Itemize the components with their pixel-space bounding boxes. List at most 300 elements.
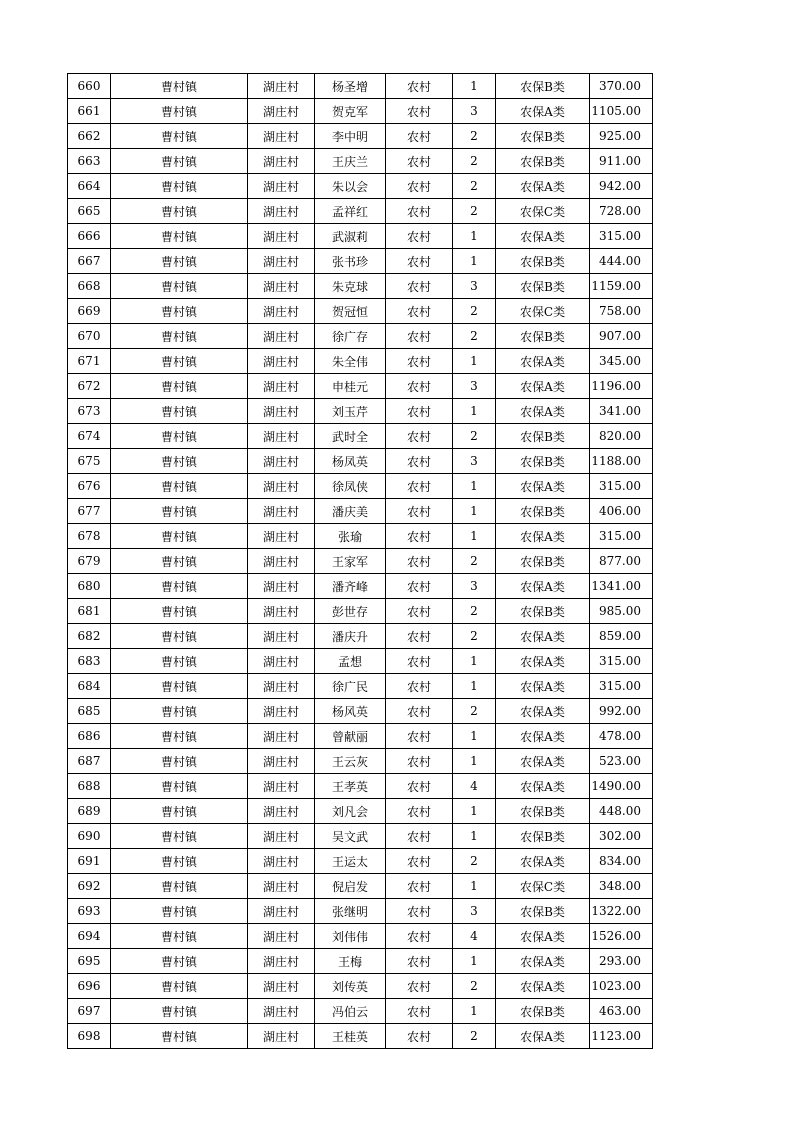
area-type-cell: 农村 [386,449,453,474]
name-cell: 徐广民 [315,674,386,699]
amount-cell: 315.00 [590,649,653,674]
village-cell: 湖庄村 [248,649,315,674]
row-number-cell: 663 [68,149,111,174]
area-type-cell: 农村 [386,199,453,224]
town-cell: 曹村镇 [111,399,248,424]
town-cell: 曹村镇 [111,949,248,974]
table-row [68,174,653,199]
village-cell: 湖庄村 [248,74,315,99]
village-cell: 湖庄村 [248,424,315,449]
table-row [68,824,653,849]
village-cell: 湖庄村 [248,749,315,774]
area-type-cell: 农村 [386,324,453,349]
village-cell: 湖庄村 [248,1024,315,1049]
area-type-cell: 农村 [386,1024,453,1049]
insurance-class-cell: 农保B类 [496,249,590,274]
village-cell: 湖庄村 [248,124,315,149]
name-cell: 王家军 [315,549,386,574]
row-number-cell: 662 [68,124,111,149]
household-count-cell: 1 [453,224,496,249]
table-row [68,374,653,399]
row-number-cell: 695 [68,949,111,974]
name-cell: 贺冠恒 [315,299,386,324]
area-type-cell: 农村 [386,624,453,649]
town-cell: 曹村镇 [111,724,248,749]
table-row [68,974,653,999]
name-cell: 王梅 [315,949,386,974]
table-row [68,149,653,174]
row-number-cell: 687 [68,749,111,774]
village-cell: 湖庄村 [248,449,315,474]
village-cell: 湖庄村 [248,899,315,924]
area-type-cell: 农村 [386,674,453,699]
village-cell: 湖庄村 [248,624,315,649]
household-count-cell: 4 [453,774,496,799]
table-row [68,74,653,99]
area-type-cell: 农村 [386,974,453,999]
household-count-cell: 1 [453,649,496,674]
village-cell: 湖庄村 [248,474,315,499]
insurance-class-cell: 农保B类 [496,74,590,99]
village-cell: 湖庄村 [248,249,315,274]
village-cell: 湖庄村 [248,599,315,624]
town-cell: 曹村镇 [111,849,248,874]
table-row [68,524,653,549]
household-count-cell: 2 [453,174,496,199]
amount-cell: 523.00 [590,749,653,774]
table-row [68,424,653,449]
household-count-cell: 1 [453,724,496,749]
insurance-class-cell: 农保B类 [496,799,590,824]
row-number-cell: 689 [68,799,111,824]
area-type-cell: 农村 [386,649,453,674]
name-cell: 彭世存 [315,599,386,624]
name-cell: 刘伟伟 [315,924,386,949]
town-cell: 曹村镇 [111,499,248,524]
row-number-cell: 671 [68,349,111,374]
household-count-cell: 3 [453,274,496,299]
row-number-cell: 679 [68,549,111,574]
name-cell: 贺克军 [315,99,386,124]
table-row [68,949,653,974]
insurance-class-cell: 农保A类 [496,974,590,999]
area-type-cell: 农村 [386,524,453,549]
town-cell: 曹村镇 [111,299,248,324]
name-cell: 倪启发 [315,874,386,899]
household-count-cell: 3 [453,574,496,599]
area-type-cell: 农村 [386,924,453,949]
town-cell: 曹村镇 [111,199,248,224]
name-cell: 刘传英 [315,974,386,999]
row-number-cell: 667 [68,249,111,274]
area-type-cell: 农村 [386,349,453,374]
row-number-cell: 660 [68,74,111,99]
amount-cell: 315.00 [590,524,653,549]
area-type-cell: 农村 [386,949,453,974]
area-type-cell: 农村 [386,799,453,824]
town-cell: 曹村镇 [111,349,248,374]
row-number-cell: 678 [68,524,111,549]
insurance-class-cell: 农保A类 [496,349,590,374]
row-number-cell: 673 [68,399,111,424]
name-cell: 王桂英 [315,1024,386,1049]
row-number-cell: 685 [68,699,111,724]
name-cell: 杨风英 [315,699,386,724]
area-type-cell: 农村 [386,374,453,399]
village-cell: 湖庄村 [248,299,315,324]
amount-cell: 820.00 [590,424,653,449]
household-count-cell: 1 [453,874,496,899]
row-number-cell: 693 [68,899,111,924]
town-cell: 曹村镇 [111,99,248,124]
household-count-cell: 1 [453,949,496,974]
village-cell: 湖庄村 [248,999,315,1024]
table-row [68,449,653,474]
household-count-cell: 2 [453,149,496,174]
household-count-cell: 1 [453,249,496,274]
table-row [68,599,653,624]
name-cell: 王庆兰 [315,149,386,174]
amount-cell: 1341.00 [590,574,653,599]
amount-cell: 992.00 [590,699,653,724]
household-count-cell: 3 [453,449,496,474]
town-cell: 曹村镇 [111,599,248,624]
name-cell: 孟祥红 [315,199,386,224]
village-cell: 湖庄村 [248,974,315,999]
table-row [68,574,653,599]
name-cell: 张继明 [315,899,386,924]
table-row [68,224,653,249]
area-type-cell: 农村 [386,424,453,449]
row-number-cell: 691 [68,849,111,874]
village-cell: 湖庄村 [248,549,315,574]
row-number-cell: 661 [68,99,111,124]
table-row [68,399,653,424]
amount-cell: 341.00 [590,399,653,424]
town-cell: 曹村镇 [111,274,248,299]
row-number-cell: 688 [68,774,111,799]
town-cell: 曹村镇 [111,449,248,474]
name-cell: 徐凤侠 [315,474,386,499]
insurance-class-cell: 农保A类 [496,649,590,674]
table-row [68,299,653,324]
amount-cell: 293.00 [590,949,653,974]
table-row [68,499,653,524]
row-number-cell: 696 [68,974,111,999]
table-row [68,199,653,224]
table-body [68,74,653,1049]
town-cell: 曹村镇 [111,774,248,799]
insurance-class-cell: 农保B类 [496,324,590,349]
area-type-cell: 农村 [386,174,453,199]
amount-cell: 1526.00 [590,924,653,949]
village-cell: 湖庄村 [248,674,315,699]
row-number-cell: 692 [68,874,111,899]
household-count-cell: 1 [453,674,496,699]
town-cell: 曹村镇 [111,374,248,399]
household-count-cell: 3 [453,899,496,924]
household-count-cell: 3 [453,99,496,124]
insurance-class-cell: 农保A类 [496,749,590,774]
row-number-cell: 665 [68,199,111,224]
household-count-cell: 1 [453,749,496,774]
amount-cell: 1196.00 [590,374,653,399]
town-cell: 曹村镇 [111,74,248,99]
area-type-cell: 农村 [386,249,453,274]
village-cell: 湖庄村 [248,824,315,849]
insurance-class-cell: 农保B类 [496,824,590,849]
amount-cell: 1023.00 [590,974,653,999]
town-cell: 曹村镇 [111,474,248,499]
town-cell: 曹村镇 [111,624,248,649]
household-count-cell: 2 [453,424,496,449]
area-type-cell: 农村 [386,274,453,299]
row-number-cell: 664 [68,174,111,199]
town-cell: 曹村镇 [111,249,248,274]
amount-cell: 1490.00 [590,774,653,799]
village-cell: 湖庄村 [248,99,315,124]
row-number-cell: 684 [68,674,111,699]
amount-cell: 925.00 [590,124,653,149]
amount-cell: 728.00 [590,199,653,224]
row-number-cell: 690 [68,824,111,849]
insurance-class-cell: 农保B类 [496,599,590,624]
row-number-cell: 686 [68,724,111,749]
village-cell: 湖庄村 [248,274,315,299]
table-row [68,899,653,924]
town-cell: 曹村镇 [111,999,248,1024]
row-number-cell: 681 [68,599,111,624]
household-count-cell: 2 [453,299,496,324]
town-cell: 曹村镇 [111,574,248,599]
household-count-cell: 1 [453,999,496,1024]
area-type-cell: 农村 [386,549,453,574]
insurance-class-cell: 农保B类 [496,424,590,449]
town-cell: 曹村镇 [111,899,248,924]
name-cell: 吴文武 [315,824,386,849]
insurance-class-cell: 农保B类 [496,274,590,299]
amount-cell: 942.00 [590,174,653,199]
village-cell: 湖庄村 [248,574,315,599]
area-type-cell: 农村 [386,124,453,149]
area-type-cell: 农村 [386,499,453,524]
name-cell: 朱克球 [315,274,386,299]
row-number-cell: 694 [68,924,111,949]
household-count-cell: 2 [453,1024,496,1049]
town-cell: 曹村镇 [111,799,248,824]
village-cell: 湖庄村 [248,174,315,199]
table-row [68,274,653,299]
insurance-class-cell: 农保B类 [496,549,590,574]
insurance-class-cell: 农保B类 [496,499,590,524]
household-count-cell: 2 [453,324,496,349]
amount-cell: 463.00 [590,999,653,1024]
town-cell: 曹村镇 [111,424,248,449]
town-cell: 曹村镇 [111,749,248,774]
area-type-cell: 农村 [386,724,453,749]
amount-cell: 315.00 [590,474,653,499]
table-row [68,849,653,874]
row-number-cell: 666 [68,224,111,249]
area-type-cell: 农村 [386,899,453,924]
name-cell: 潘庆美 [315,499,386,524]
household-count-cell: 1 [453,349,496,374]
name-cell: 潘庆升 [315,624,386,649]
insurance-class-cell: 农保A类 [496,524,590,549]
area-type-cell: 农村 [386,399,453,424]
amount-cell: 406.00 [590,499,653,524]
household-count-cell: 2 [453,974,496,999]
table-row [68,1024,653,1049]
town-cell: 曹村镇 [111,699,248,724]
town-cell: 曹村镇 [111,874,248,899]
table-row [68,724,653,749]
amount-cell: 1123.00 [590,1024,653,1049]
town-cell: 曹村镇 [111,149,248,174]
amount-cell: 907.00 [590,324,653,349]
insurance-class-cell: 农保A类 [496,774,590,799]
household-count-cell: 2 [453,699,496,724]
amount-cell: 1105.00 [590,99,653,124]
insurance-class-cell: 农保A类 [496,99,590,124]
household-count-cell: 2 [453,199,496,224]
town-cell: 曹村镇 [111,524,248,549]
row-number-cell: 677 [68,499,111,524]
table-row [68,549,653,574]
amount-cell: 348.00 [590,874,653,899]
name-cell: 徐广存 [315,324,386,349]
insurance-class-cell: 农保C类 [496,199,590,224]
name-cell: 张瑜 [315,524,386,549]
area-type-cell: 农村 [386,224,453,249]
insurance-class-cell: 农保A类 [496,724,590,749]
amount-cell: 1188.00 [590,449,653,474]
amount-cell: 985.00 [590,599,653,624]
table-row [68,749,653,774]
town-cell: 曹村镇 [111,174,248,199]
village-cell: 湖庄村 [248,849,315,874]
insurance-class-cell: 农保A类 [496,374,590,399]
row-number-cell: 698 [68,1024,111,1049]
name-cell: 武时全 [315,424,386,449]
household-count-cell: 1 [453,399,496,424]
household-count-cell: 3 [453,374,496,399]
village-cell: 湖庄村 [248,699,315,724]
name-cell: 潘齐峰 [315,574,386,599]
table-row [68,99,653,124]
row-number-cell: 680 [68,574,111,599]
household-count-cell: 1 [453,499,496,524]
allowance-table [67,73,653,1049]
village-cell: 湖庄村 [248,924,315,949]
area-type-cell: 农村 [386,74,453,99]
area-type-cell: 农村 [386,149,453,174]
table-row [68,774,653,799]
amount-cell: 315.00 [590,674,653,699]
household-count-cell: 1 [453,524,496,549]
row-number-cell: 683 [68,649,111,674]
name-cell: 杨凤英 [315,449,386,474]
row-number-cell: 676 [68,474,111,499]
name-cell: 刘凡会 [315,799,386,824]
insurance-class-cell: 农保B类 [496,149,590,174]
village-cell: 湖庄村 [248,949,315,974]
household-count-cell: 2 [453,599,496,624]
name-cell: 申桂元 [315,374,386,399]
row-number-cell: 675 [68,449,111,474]
village-cell: 湖庄村 [248,199,315,224]
household-count-cell: 4 [453,924,496,949]
town-cell: 曹村镇 [111,124,248,149]
town-cell: 曹村镇 [111,974,248,999]
amount-cell: 1322.00 [590,899,653,924]
household-count-cell: 1 [453,74,496,99]
table-row [68,874,653,899]
name-cell: 曾献丽 [315,724,386,749]
town-cell: 曹村镇 [111,1024,248,1049]
name-cell: 王运太 [315,849,386,874]
name-cell: 孟想 [315,649,386,674]
insurance-class-cell: 农保A类 [496,674,590,699]
name-cell: 李中明 [315,124,386,149]
area-type-cell: 农村 [386,749,453,774]
area-type-cell: 农村 [386,574,453,599]
area-type-cell: 农村 [386,599,453,624]
table-row [68,924,653,949]
village-cell: 湖庄村 [248,374,315,399]
row-number-cell: 682 [68,624,111,649]
row-number-cell: 670 [68,324,111,349]
area-type-cell: 农村 [386,774,453,799]
town-cell: 曹村镇 [111,224,248,249]
table-row [68,799,653,824]
area-type-cell: 农村 [386,474,453,499]
name-cell: 王孝英 [315,774,386,799]
name-cell: 张书珍 [315,249,386,274]
table-row [68,674,653,699]
table-row [68,474,653,499]
insurance-class-cell: 农保A类 [496,474,590,499]
name-cell: 刘玉芹 [315,399,386,424]
area-type-cell: 农村 [386,999,453,1024]
area-type-cell: 农村 [386,699,453,724]
insurance-class-cell: 农保A类 [496,574,590,599]
amount-cell: 478.00 [590,724,653,749]
name-cell: 杨圣增 [315,74,386,99]
amount-cell: 345.00 [590,349,653,374]
insurance-class-cell: 农保A类 [496,624,590,649]
row-number-cell: 672 [68,374,111,399]
name-cell: 王云灰 [315,749,386,774]
insurance-class-cell: 农保C类 [496,874,590,899]
area-type-cell: 农村 [386,99,453,124]
amount-cell: 758.00 [590,299,653,324]
amount-cell: 911.00 [590,149,653,174]
household-count-cell: 2 [453,124,496,149]
insurance-class-cell: 农保A类 [496,1024,590,1049]
insurance-class-cell: 农保A类 [496,699,590,724]
row-number-cell: 668 [68,274,111,299]
amount-cell: 877.00 [590,549,653,574]
insurance-class-cell: 农保B类 [496,899,590,924]
village-cell: 湖庄村 [248,349,315,374]
household-count-cell: 2 [453,849,496,874]
insurance-class-cell: 农保A类 [496,174,590,199]
table-row [68,624,653,649]
insurance-class-cell: 农保B类 [496,449,590,474]
household-count-cell: 2 [453,624,496,649]
insurance-class-cell: 农保A类 [496,849,590,874]
